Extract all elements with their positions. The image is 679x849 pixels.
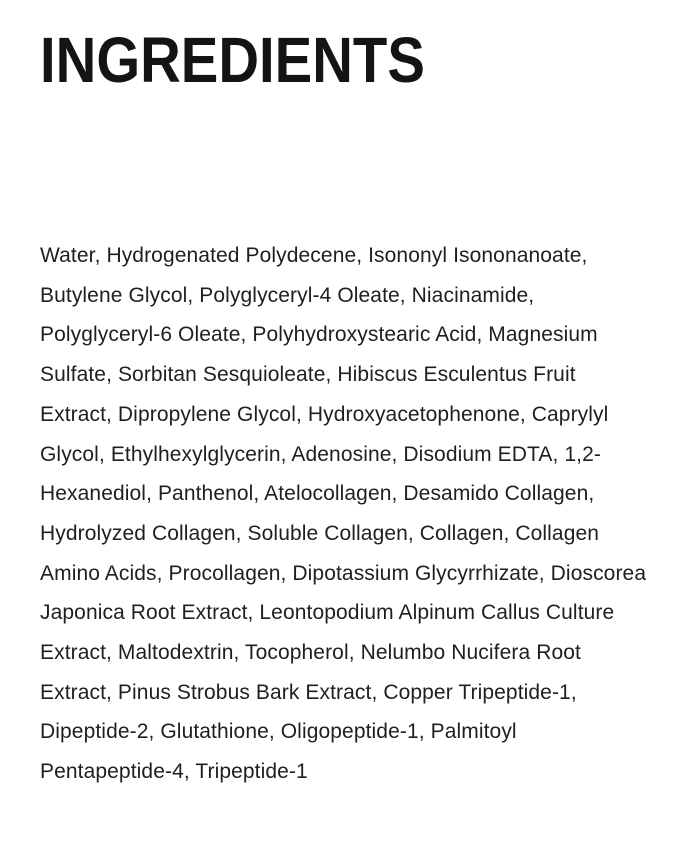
ingredients-line: Extract, Maltodextrin, Tocopherol, Nelumbo Nucifera Root (40, 641, 581, 665)
ingredients-line: Amino Acids, Procollagen, Dipotassium Glycyrrhizate, Dioscorea (40, 561, 647, 585)
ingredients-line: Extract, Pinus Strobus Bark Extract, Copper Tripeptide-1, (40, 680, 577, 704)
ingredients-line: Pentapeptide-4, Tripeptide-1 (40, 760, 308, 784)
ingredients-line: Polyglyceryl-6 Oleate, Polyhydroxystearic Acid, Magnesium (40, 323, 598, 347)
ingredients-line: Butylene Glycol, Polyglyceryl-4 Oleate, Niacinamide, (40, 283, 535, 307)
ingredients-line: Sulfate, Sorbitan Sesquioleate, Hibiscus Esculentus Fruit (40, 363, 576, 387)
ingredients-line: Japonica Root Extract, Leontopodium Alpinum Callus Culture (40, 601, 615, 625)
ingredients-line: Dipeptide-2, Glutathione, Oligopeptide-1, Palmitoyl (40, 720, 517, 744)
ingredients-line: Hexanediol, Panthenol, Atelocollagen, Desamido Collagen, (40, 482, 595, 506)
ingredients-line: Water, Hydrogenated Polydecene, Isononyl Isononanoate, (40, 244, 588, 267)
ingredients-heading: INGREDIENTS (40, 24, 425, 96)
ingredients-line: Hydrolyzed Collagen, Soluble Collagen, Collagen, Collagen (40, 521, 600, 545)
ingredients-line: Glycol, Ethylhexylglycerin, Adenosine, Disodium EDTA, 1,2- (40, 442, 601, 466)
ingredients-line: Extract, Dipropylene Glycol, Hydroxyacetophenone, Caprylyl (40, 402, 609, 426)
ingredients-list (40, 236, 646, 792)
